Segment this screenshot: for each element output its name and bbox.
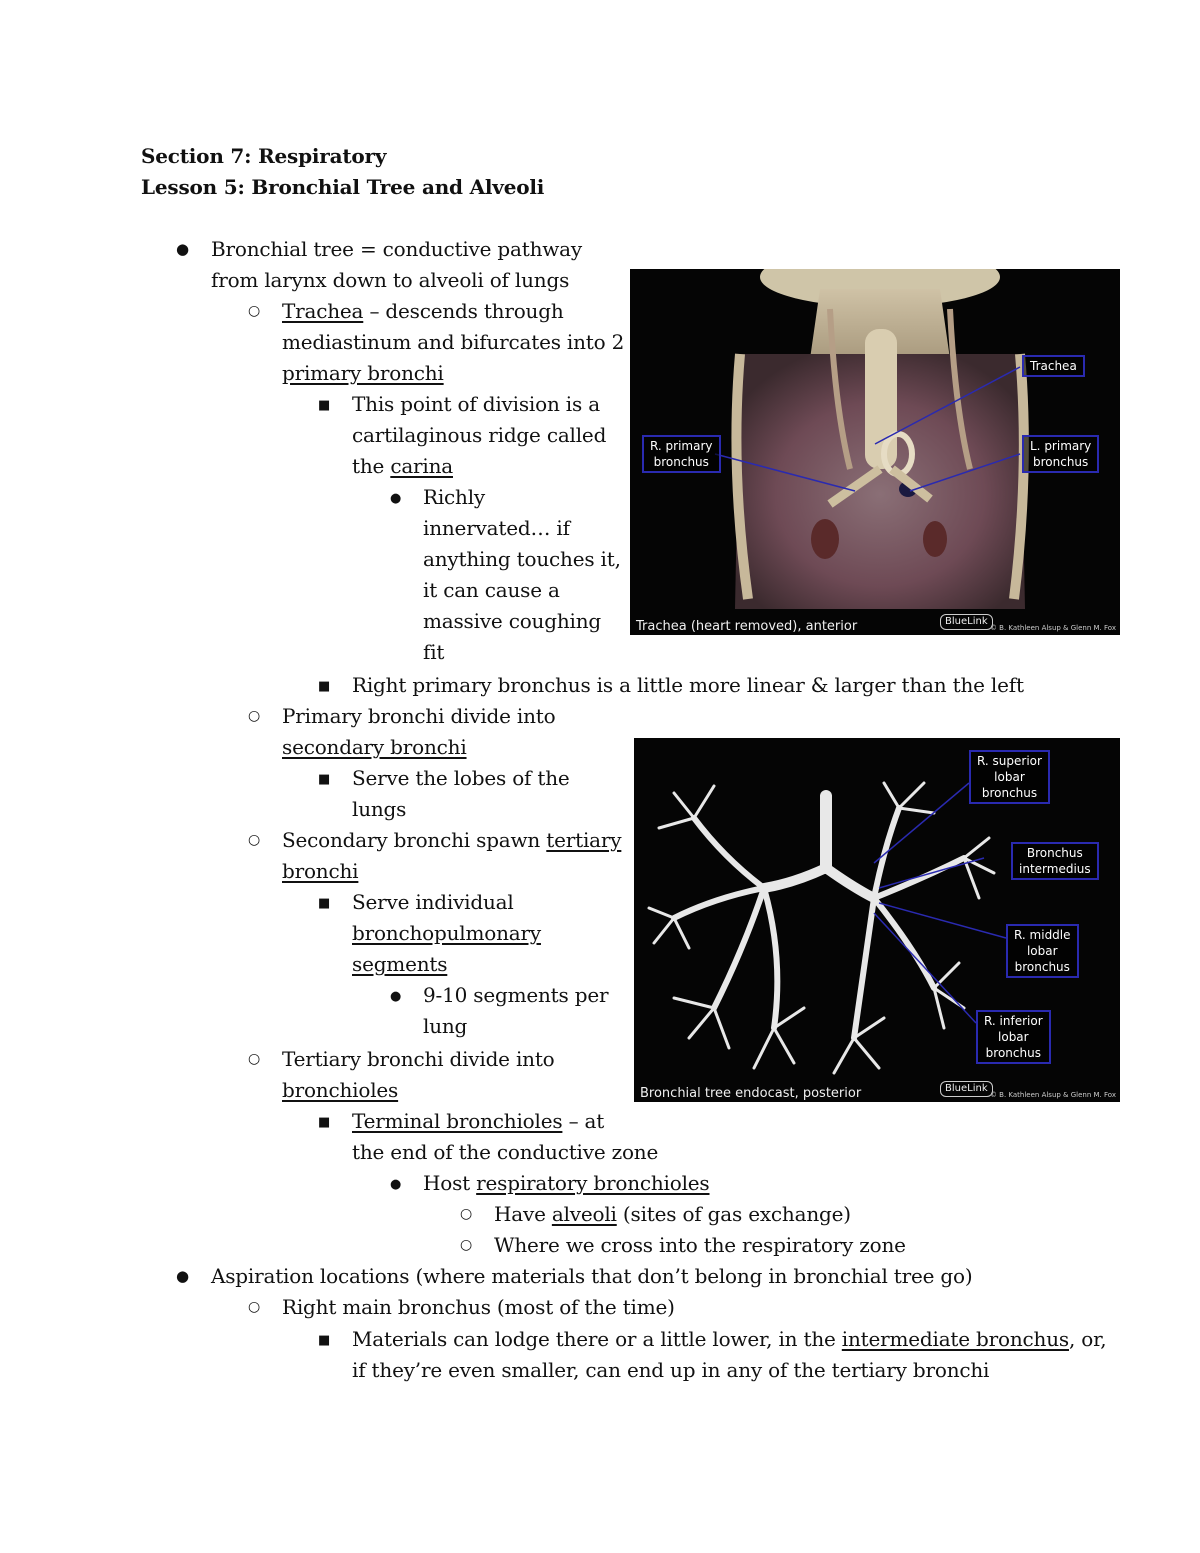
bullet-circle-icon: ○ (248, 303, 261, 319)
note-line: Serve the lobes of the (352, 766, 570, 790)
bullet-disc-icon: ● (390, 989, 402, 1004)
bullet-circle-icon: ○ (460, 1206, 473, 1222)
note-line: Richly (423, 485, 486, 509)
term-secondary-bronchi: secondary bronchi (282, 735, 467, 759)
note-line: lung (423, 1014, 468, 1038)
label-l-primary-bronchus: L. primary bronchus (1022, 435, 1099, 473)
label-r-superior-lobar-bronchus: R. superior lobar bronchus (969, 750, 1050, 804)
bullet-circle-icon: ○ (248, 1051, 261, 1067)
note-line: Where we cross into the respiratory zone (494, 1233, 906, 1257)
term-trachea: Trachea (282, 299, 364, 323)
bullet-disc-icon: ● (176, 1267, 190, 1285)
note-line: Aspiration locations (where materials that don’t belong in bronchial tree go) (211, 1264, 973, 1288)
note-line (282, 296, 564, 327)
label-r-primary-bronchus: R. primary bronchus (642, 435, 721, 473)
label-r-inferior-lobar-bronchus: R. inferior lobar bronchus (976, 1010, 1051, 1064)
note-text: Host (423, 1171, 477, 1195)
note-line: innervated… if (423, 516, 570, 540)
term-primary-bronchi: primary bronchi (282, 361, 444, 385)
note-line: if they’re even smaller, can end up in any of the tertiary bronchi (352, 1358, 990, 1382)
bronchial-tree-caption: Bronchial tree endocast, posterior (640, 1086, 862, 1101)
label-bronchus-intermedius: Bronchus intermedius (1011, 842, 1099, 880)
section-title: Section 7: Respiratory (141, 144, 387, 168)
bullet-circle-icon: ○ (248, 1299, 261, 1315)
bullet-circle-icon: ○ (248, 708, 261, 724)
term-respiratory-bronchioles: respiratory bronchioles (476, 1171, 710, 1195)
note-text: Have (494, 1202, 552, 1226)
note-line: Primary bronchi divide into (282, 704, 556, 728)
label-r-middle-lobar-bronchus: R. middle lobar bronchus (1006, 924, 1079, 978)
term-bronchopulmonary: bronchopulmonary (352, 921, 541, 945)
bullet-disc-icon: ● (390, 1177, 402, 1192)
note-text: the (352, 454, 391, 478)
label-trachea: Trachea (1022, 355, 1085, 377)
note-line: Right main bronchus (most of the time) (282, 1295, 675, 1319)
note-line: the end of the conductive zone (352, 1140, 659, 1164)
note-line: Serve individual (352, 890, 514, 914)
note-line (494, 1199, 851, 1230)
note-line: from larynx down to alveoli of lungs (211, 268, 570, 292)
note-line (352, 1106, 604, 1137)
note-line: massive coughing (423, 609, 601, 633)
term-carina: carina (390, 454, 453, 478)
bullet-circle-icon: ○ (248, 832, 261, 848)
note-line: 9-10 segments per (423, 983, 609, 1007)
note-line: anything touches it, (423, 547, 621, 571)
trachea-figure (630, 269, 1120, 635)
note-line: mediastinum and bifurcates into 2 (282, 330, 625, 354)
note-text: Secondary bronchi spawn (282, 828, 547, 852)
term-tertiary: tertiary (546, 828, 622, 852)
note-line: Tertiary bronchi divide into (282, 1047, 555, 1071)
bluelink-logo: BlueLink (940, 1081, 993, 1097)
bullet-disc-icon: ● (176, 240, 190, 258)
bullet-square-icon: ■ (318, 1333, 331, 1348)
bullet-square-icon: ■ (318, 679, 331, 694)
bronchial-tree-figure (634, 738, 1120, 1102)
bullet-square-icon: ■ (318, 772, 331, 787)
note-line: Right primary bronchus is a little more linear & larger than the left (352, 673, 1024, 697)
bullet-square-icon: ■ (318, 896, 331, 911)
note-text: (sites of gas exchange) (616, 1202, 851, 1226)
bullet-disc-icon: ● (390, 491, 402, 506)
note-line (282, 825, 621, 856)
term-segments: segments (352, 952, 448, 976)
note-text: – at (562, 1109, 605, 1133)
bullet-square-icon: ■ (318, 1115, 331, 1130)
trachea-caption: Trachea (heart removed), anterior (636, 619, 858, 634)
figure-credit: © B. Kathleen Alsup & Glenn M. Fox (989, 1091, 1116, 1099)
bullet-circle-icon: ○ (460, 1237, 473, 1253)
term-alveoli: alveoli (551, 1202, 617, 1226)
note-text: – descends through (363, 299, 564, 323)
note-line: fit (423, 640, 445, 664)
bluelink-logo: BlueLink (940, 614, 993, 630)
note-line: This point of division is a (352, 392, 600, 416)
note-text: , or, (1068, 1327, 1107, 1351)
note-line (352, 451, 453, 482)
term-intermediate-bronchus: intermediate bronchus (841, 1327, 1069, 1351)
lesson-title: Lesson 5: Bronchial Tree and Alveoli (141, 175, 545, 199)
note-line: Bronchial tree = conductive pathway (211, 237, 582, 261)
term-terminal-bronchioles: Terminal bronchioles (352, 1109, 563, 1133)
note-line: lungs (352, 797, 407, 821)
note-line (423, 1168, 710, 1199)
term-tertiary-bronchi: bronchi (282, 859, 359, 883)
figure-credit: © B. Kathleen Alsup & Glenn M. Fox (989, 624, 1116, 632)
note-line (352, 1324, 1106, 1355)
term-bronchioles: bronchioles (282, 1078, 399, 1102)
note-line: it can cause a (423, 578, 560, 602)
note-text: Materials can lodge there or a little lower, in the (352, 1327, 842, 1351)
note-line: cartilaginous ridge called (352, 423, 607, 447)
bullet-square-icon: ■ (318, 398, 331, 413)
